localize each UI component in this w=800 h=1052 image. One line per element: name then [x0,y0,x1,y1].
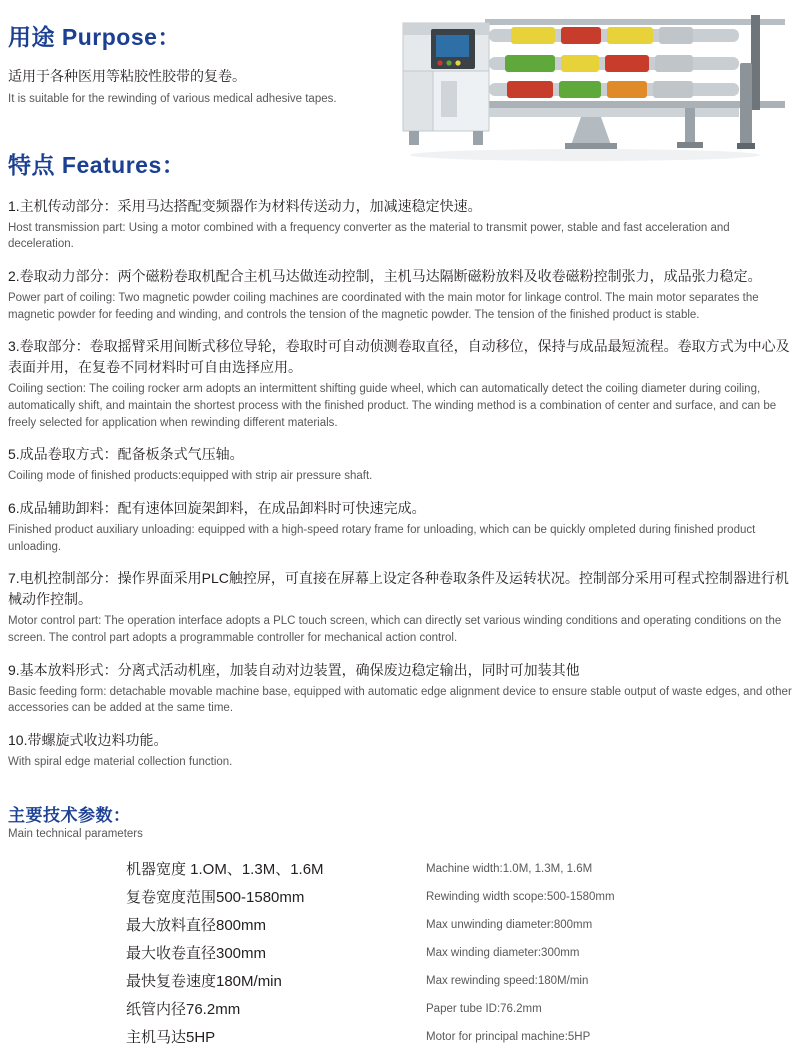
spec-label-en: Machine width:1.0M, 1.3M, 1.6M [426,863,593,876]
feature-text-en: Coiling section: The coiling rocker arm adopts an intermittent shifting guide wheel, which can automatically detect the coiling diameter during coiling, automatically shift, and maintain the shortest process with the finished product. The winding method is a combination of center and surface, and can be freely selected for application when rewinding different materials. [8,383,777,429]
specs-section [8,806,798,1052]
spec-label-cn: 最大放料直径800mm [126,917,267,935]
spec-label-en: Max rewinding speed:180M/min [426,975,589,988]
table-row [126,1024,615,1052]
feature-item [8,730,798,771]
spec-label-cn: 最快复卷速度180M/min [126,973,282,991]
feature-text-cn: 10.带螺旋式收边料功能。 [8,732,168,748]
feature-text-cn: 9.基本放料形式：分离式活动机座，加装自动对边装置，确保废边稳定输出，同时可加装其他 [8,661,580,678]
feature-text-cn: 3.卷取部分：卷取摇臂采用间断式移位导轮，卷取时可自动侦测卷取直径，自动移位，保持与成品最短流程。卷取方式为中心及表面并用，在复卷不同材料时可自由选择应用。 [8,338,790,376]
feature-text-en: Finished product auxiliary unloading: equipped with a high-speed rotary frame for unloading, which can be quickly ompleted during finished product unloading. [8,523,756,553]
spec-label-en: Paper tube ID:76.2mm [426,1003,542,1016]
feature-item [8,498,798,555]
feature-item [8,266,798,323]
feature-text-cn: 2.卷取动力部分：两个磁粉卷取机配合主机马达做连动控制，主机马达隔断磁粉放料及收卷磁粉控制张力，成品张力稳定。 [8,267,762,284]
spec-label-en: Max unwinding diameter:800mm [426,919,593,932]
spec-label-cn: 复卷宽度范围500-1580mm [126,889,305,907]
spec-label-cn: 最大收卷直径300mm [126,945,267,963]
table-row [126,968,615,996]
feature-text-en: Basic feeding form: detachable movable machine base, equipped with automatic edge alignment device to ensure stable output of waste edges, and other accessories can be added at the same time. [8,685,792,715]
table-row [126,884,615,912]
specs-subheading: Main technical parameters [8,828,143,841]
spec-label-en: Max winding diameter:300mm [426,947,580,960]
feature-text-cn: 5.成品卷取方式：配备板条式气压轴。 [8,446,244,463]
machine-photo-illustration [385,5,795,170]
feature-text-cn: 6.成品辅助卸料：配有速体回旋架卸料，在成品卸料时可快速完成。 [8,499,426,516]
table-row [126,940,615,968]
spec-label-en: Motor for principal machine:5HP [426,1031,591,1044]
feature-item [8,660,798,717]
machine-photo [385,5,795,170]
features-heading: 特点 Features： [8,152,186,178]
features-section [8,152,798,784]
table-row [126,912,615,940]
table-row [126,996,615,1024]
purpose-section [8,24,388,107]
spec-label-cn: 纸管内径76.2mm [126,1001,241,1019]
feature-text-en: With spiral edge material collection function. [8,756,233,768]
specs-table [126,856,615,1052]
feature-item [8,336,798,431]
feature-text-en: Host transmission part: Using a motor combined with a frequency converter as the material to transmit power, stable and fast acceleration and deceleration. [8,221,730,251]
feature-text-en: Power part of coiling: Two magnetic powder coiling machines are coordinated with the main motor for linkage control. The main motor separates the magnetic powder for feeding and winding, and controls the tension of the magnetic powder. The tension of the finished product is stable. [8,291,759,321]
purpose-text-en: It is suitable for the rewinding of various medical adhesive tapes. [8,92,337,105]
purpose-heading: 用途 Purpose： [8,24,181,50]
feature-text-cn: 1.主机传动部分：采用马达搭配变频器作为材料传送动力，加减速稳定快速。 [8,197,482,214]
purpose-text-cn: 适用于各种医用等粘胶性胶带的复卷。 [8,67,246,84]
spec-label-cn: 机器宽度 1.OM、1.3M、1.6M [126,861,324,879]
spec-label-cn: 主机马达5HP [126,1029,216,1047]
feature-text-cn: 7.电机控制部分：操作界面采用PLC触控屏，可直接在屏幕上设定各种卷取条件及运转状况。控制部分采用可程式控制器进行机械动作控制。 [8,570,789,608]
feature-item [8,568,798,646]
feature-item [8,444,798,485]
feature-text-en: Coiling mode of finished products:equipped with strip air pressure shaft. [8,470,373,483]
table-row [126,856,615,884]
feature-item [8,196,798,253]
specs-heading: 主要技术参数： [8,806,131,825]
spec-label-en: Rewinding width scope:500-1580mm [426,891,615,904]
feature-text-en: Motor control part: The operation interface adopts a PLC touch screen, which can directly set various winding conditions and operating conditions on the screen. The control part adopts a programmable controller for mechanical action control. [8,615,782,644]
